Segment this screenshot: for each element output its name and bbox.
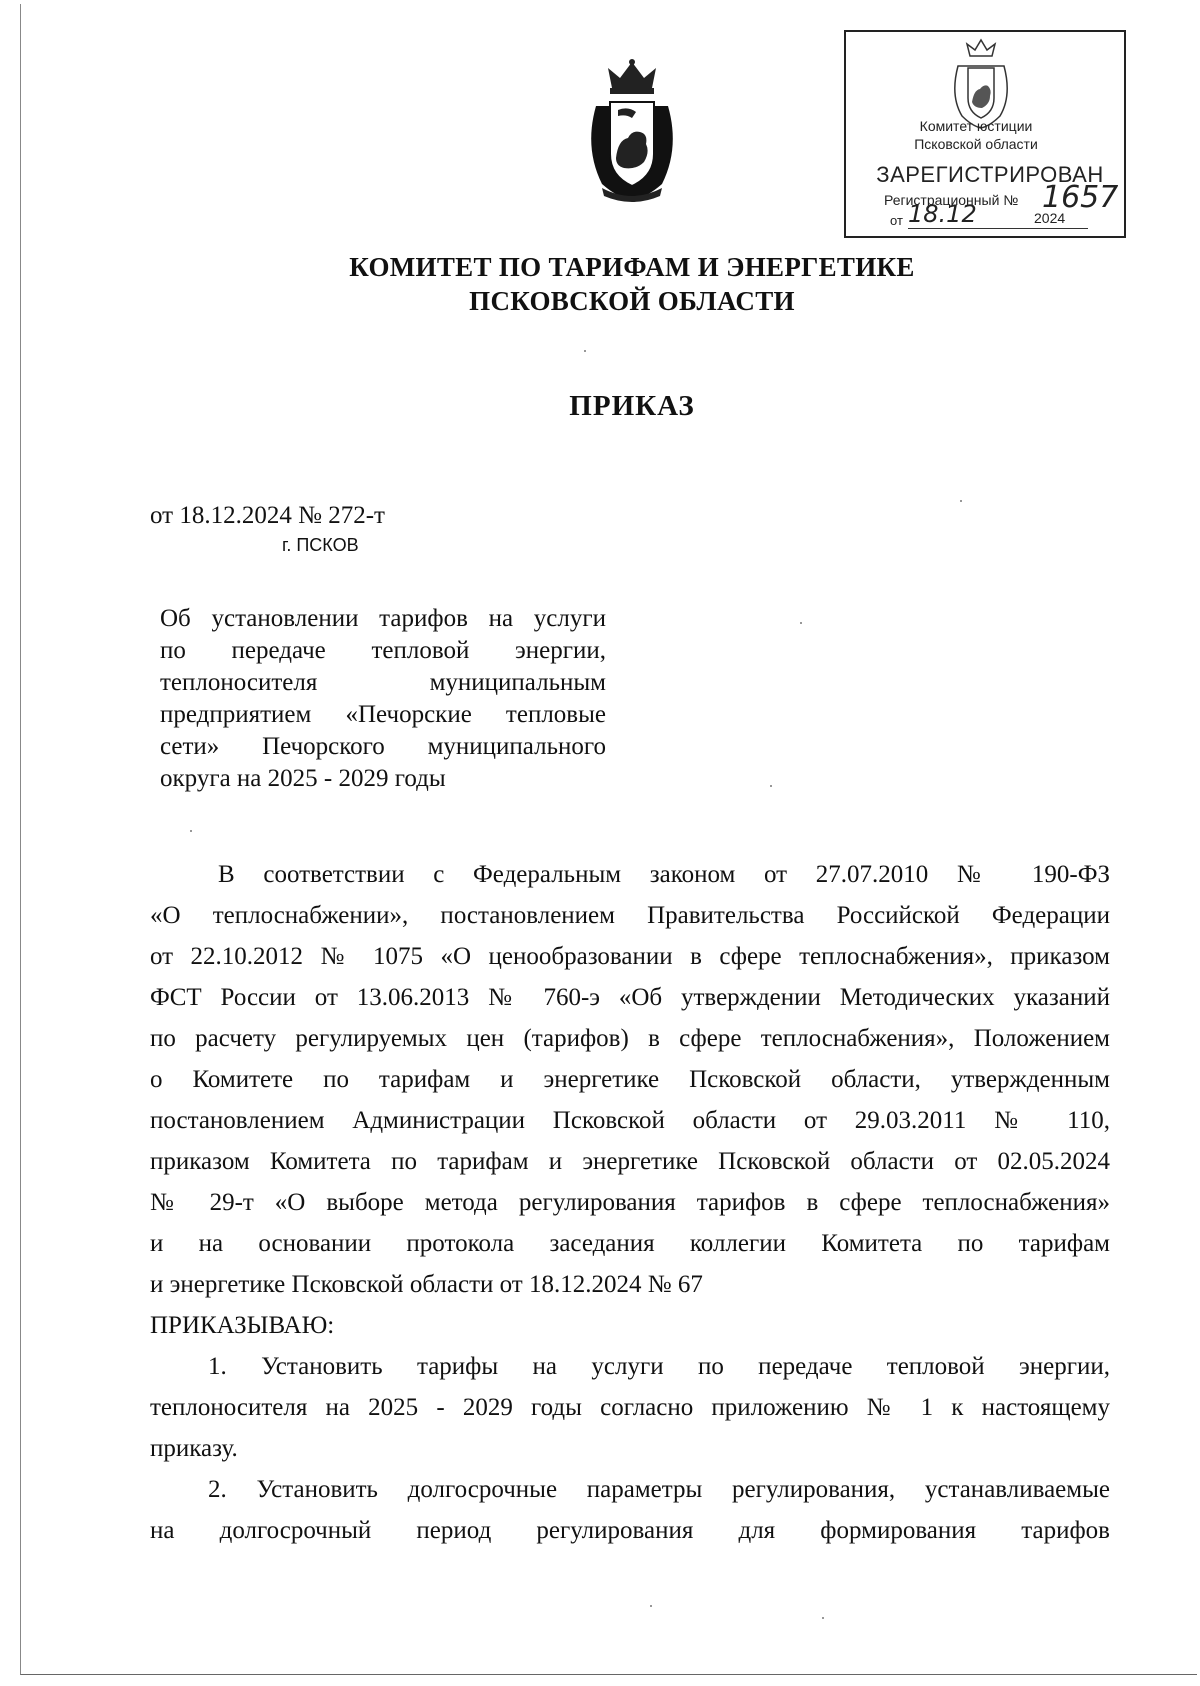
preamble-line: по расчету регулируемых цен (тарифов) в сфере теплоснабжения», Положением	[150, 1025, 1110, 1052]
item-2	[150, 1469, 1110, 1551]
subject-line: Об установлении тарифов на услуги	[160, 605, 606, 632]
scan-speck	[800, 622, 802, 624]
scan-speck	[822, 1617, 824, 1619]
scan-speck	[190, 830, 192, 832]
subject-line: округа на 2025 - 2029 годы	[160, 765, 446, 792]
document-city: г. ПСКОВ	[282, 535, 359, 555]
issuer-line2: ПСКОВСКОЙ ОБЛАСТИ	[469, 286, 795, 316]
item-2-line: на долгосрочный период регулирования для формирования тарифов	[150, 1517, 1110, 1544]
document-date-number: от 18.12.2024 № 272-т	[150, 502, 385, 529]
coat-of-arms-icon	[578, 58, 686, 204]
scan-speck	[584, 350, 586, 352]
document-body	[150, 854, 1110, 1551]
scan-speck	[960, 500, 962, 502]
scan-speck	[650, 1605, 652, 1607]
item-1-line: 1. Установить тарифы на услуги по передаче тепловой энергии,	[208, 1353, 1110, 1380]
item-1-line: теплоносителя на 2025 - 2029 годы согласно приложению № 1 к настоящему	[150, 1394, 1110, 1421]
subject-line: теплоносителя муниципальным	[160, 669, 606, 696]
stamp-reg-number-label: Регистрационный №	[884, 192, 1019, 208]
subject-line: сети» Печорского муниципального	[160, 733, 606, 760]
order-word: ПРИКАЗЫВАЮ:	[150, 1312, 335, 1339]
issuer-line1: КОМИТЕТ ПО ТАРИФАМ И ЭНЕРГЕТИКЕ	[349, 252, 915, 282]
stamp-registered: ЗАРЕГИСТРИРОВАН	[876, 162, 1104, 187]
preamble-line: от 22.10.2012 № 1075 «О ценообразовании в сфере теплоснабжения», приказом	[150, 943, 1110, 970]
item-1-line: приказу.	[150, 1435, 238, 1462]
preamble-paragraph	[150, 854, 1110, 1305]
stamp-coat-of-arms-icon	[946, 38, 1016, 130]
stamp-reg-number: 1657	[1042, 180, 1119, 215]
stamp-date-label: от	[890, 213, 903, 228]
stamp-date-value: 18.12	[908, 200, 977, 228]
stamp-year: 2024	[1034, 210, 1066, 226]
preamble-line: и энергетике Псковской области от 18.12.2024 № 67	[150, 1271, 703, 1298]
stamp-date-line	[908, 228, 1088, 229]
document-subject	[160, 603, 606, 795]
order-word-paragraph	[150, 1305, 1110, 1346]
preamble-line: и на основании протокола заседания коллегии Комитета по тарифам	[150, 1230, 1110, 1257]
preamble-line: приказом Комитета по тарифам и энергетике Псковской области от 02.05.2024	[150, 1148, 1110, 1175]
stamp-org-line1: Комитет юстиции	[919, 118, 1033, 134]
stamp-org-line2: Псковской области	[914, 136, 1038, 152]
document-type: ПРИКАЗ	[569, 390, 695, 422]
preamble-line: о Комитете по тарифам и энергетике Псковской области, утвержденным	[150, 1066, 1110, 1093]
scan-speck	[770, 785, 772, 787]
preamble-line: В соответствии с Федеральным законом от 27.07.2010 № 190-ФЗ	[218, 861, 1110, 888]
registration-stamp	[844, 30, 1126, 238]
preamble-line: постановлением Администрации Псковской области от 29.03.2011 № 110,	[150, 1107, 1110, 1134]
preamble-line: № 29-т «О выборе метода регулирования тарифов в сфере теплоснабжения»	[150, 1189, 1110, 1216]
preamble-line: ФСТ России от 13.06.2013 № 760-э «Об утверждении Методических указаний	[150, 984, 1110, 1011]
preamble-line: «О теплоснабжении», постановлением Правительства Российской Федерации	[150, 902, 1110, 929]
subject-line: по передаче тепловой энергии,	[160, 637, 606, 664]
item-1	[150, 1346, 1110, 1469]
subject-line: предприятием «Печорские тепловые	[160, 701, 606, 728]
item-2-line: 2. Установить долгосрочные параметры регулирования, устанавливаемые	[208, 1476, 1110, 1503]
